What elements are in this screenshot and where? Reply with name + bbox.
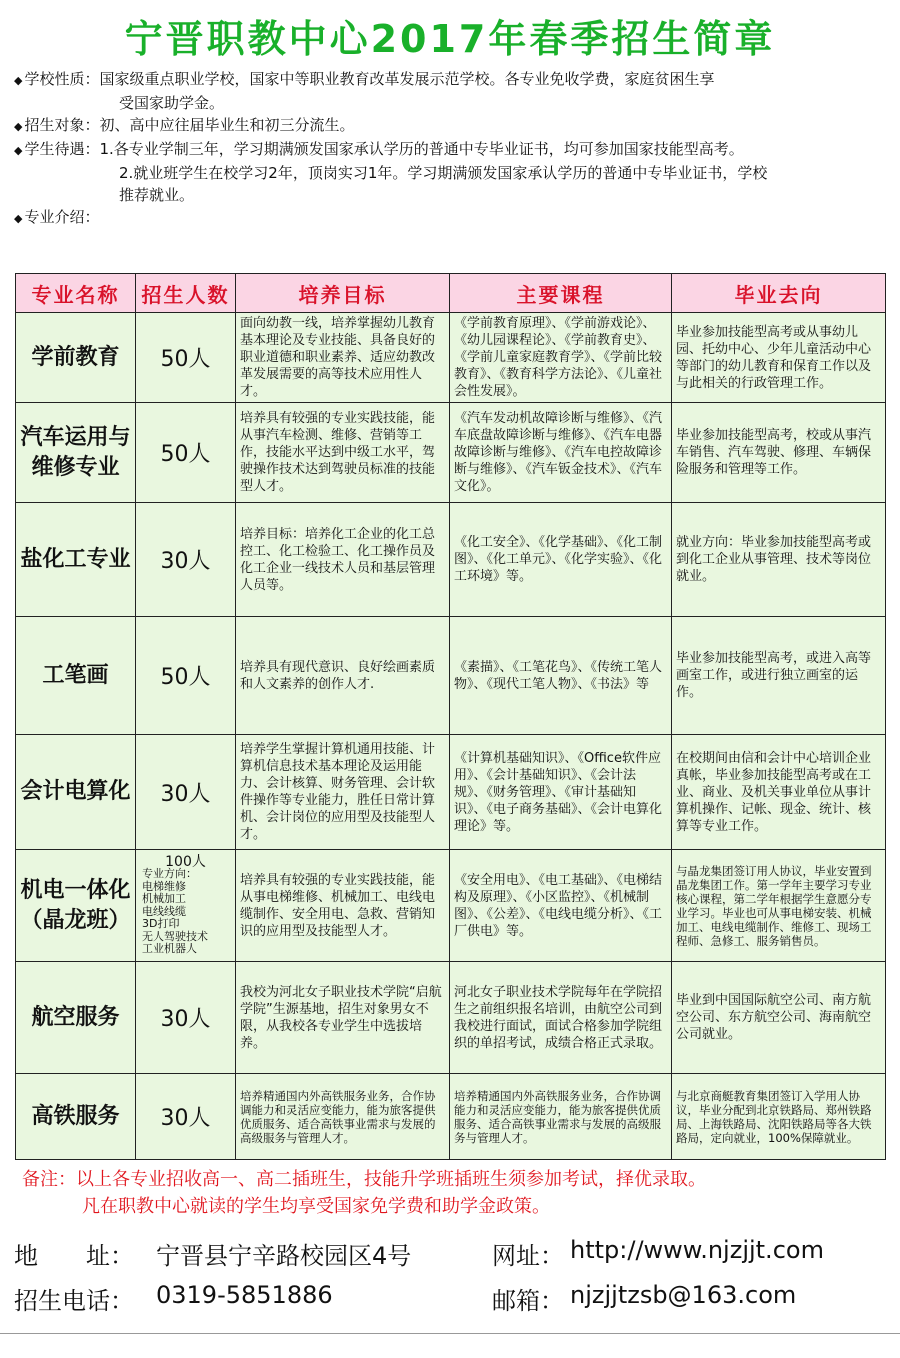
major-count-cell <box>136 850 236 962</box>
major-outcome: 毕业到中国国际航空公司、南方航空公司、东方航空公司、海南航空公司就业。 <box>672 962 886 1074</box>
major-count: 50人 <box>136 403 236 503</box>
intro-section <box>14 68 894 230</box>
nature-label: 学校性质： <box>24 70 100 88</box>
header-courses: 主要课程 <box>450 274 672 313</box>
major-count: 30人 <box>136 503 236 617</box>
treat-label: 学生待遇： <box>24 140 100 158</box>
nature-text-cont: 受国家助学金。 <box>119 94 225 112</box>
nature-text: 国家级重点职业学校，国家中等职业教育改革发展示范学校。各专业免收学费，家庭贫困生享 <box>99 70 715 88</box>
major-goal: 培养具有较强的专业实践技能，能从事汽车检测、维修、营销等工作，技能水平达到中级工水平，驾驶操作技术达到驾驶员标准的技能型人才。 <box>236 403 450 503</box>
intro-target <box>14 114 894 138</box>
major-name: 航空服务 <box>16 962 136 1074</box>
phone-label: 招生电话： <box>14 1287 134 1315</box>
major-name: 汽车运用与维修专业 <box>16 403 136 503</box>
target-label: 招生对象： <box>24 116 100 134</box>
major-courses: 培养精通国内外高铁服务业务，合作协调能力和灵活应变能力，能为旅客提供优质服务、适合高铁事业需求与发展的高级服务与管理人才。 <box>450 1074 672 1160</box>
major-courses: 《化工安全》、《化学基础》、《化工制图》、《化工单元》、《化学实验》、《化工环境》等。 <box>450 503 672 617</box>
direction-item: 3D打印 <box>142 917 180 930</box>
major-count: 30人 <box>136 735 236 850</box>
web-label: 网址： <box>492 1242 564 1270</box>
table-row <box>16 850 886 962</box>
major-name: 学前教育 <box>16 313 136 403</box>
major-count: 30人 <box>136 1074 236 1160</box>
major-courses: 《汽车发动机故障诊断与维修》、《汽车底盘故障诊断与维修》、《汽车电器故障诊断与维修》、《汽车电控故障诊断与维修》、《汽车钣金技术》、《汽车文化》。 <box>450 403 672 503</box>
major-goal: 我校为河北女子职业技术学院“启航学院”生源基地，招生对象男女不限，从我校各专业学生中选拔培养。 <box>236 962 450 1074</box>
major-name: 盐化工专业 <box>16 503 136 617</box>
intro-major <box>14 206 894 230</box>
directions-label: 专业方向： <box>142 867 197 880</box>
major-goal: 培养目标：培养化工企业的化工总控工、化工检验工、化工操作员及化工企业一线技术人员和基层管理人员等。 <box>236 503 450 617</box>
diamond-bullet-icon: ◆ <box>14 120 23 133</box>
major-outcome: 在校期间由信和会计中心培训企业真帐，毕业参加技能型高考或在工业、商业、及机关事业单位从事计算机操作、记帐、现金、统计、核算等专业工作。 <box>672 735 886 850</box>
major-outcome: 与北京商艇教育集团签订入学用人协议，毕业分配到北京铁路局、郑州铁路局、上海铁路局、沈阳铁路局等各大铁路局，定向就业，100%保障就业。 <box>672 1074 886 1160</box>
major-count: 100人 <box>165 853 206 870</box>
table-header-row <box>16 274 886 313</box>
major-count: 50人 <box>136 617 236 735</box>
major-courses: 《素描》、《工笔花鸟》、《传统工笔人物》、《现代工笔人物》、《书法》等 <box>450 617 672 735</box>
diamond-bullet-icon: ◆ <box>14 74 23 87</box>
header-count: 招生人数 <box>136 274 236 313</box>
major-label: 专业介绍： <box>24 208 100 226</box>
major-courses: 《计算机基础知识》、《Office软件应用》、《会计基础知识》、《会计法规》、《财务管理》、《审计基础知识》、《电子商务基础》、《会计电算化理论》等。 <box>450 735 672 850</box>
remark-line-1: 备注：以上各专业招收高一、高二插班生，技能升学班插班生须参加考试，择优录取。 <box>22 1169 706 1190</box>
email-link[interactable]: njzjjtzsb@163.com <box>570 1281 797 1309</box>
major-goal: 培养具有较强的专业实践技能，能从事电梯维修、机械加工、电线电缆制作、安全用电、急救、营销知识的应用型及技能型人才。 <box>236 850 450 962</box>
treat-text-2: 2.就业班学生在校学习2年，顶岗实习1年。学习期满颁发国家承认学历的普通中专毕业证书，学校 <box>119 164 768 182</box>
major-outcome: 毕业参加技能型高考，或进入高等画室工作，或进行独立画室的运作。 <box>672 617 886 735</box>
major-outcome: 就业方向：毕业参加技能型高考或到化工企业从事管理、技术等岗位就业。 <box>672 503 886 617</box>
remark-section <box>22 1166 706 1220</box>
address-value: 宁晋县宁辛路校园区4号 <box>156 1242 412 1270</box>
treat-text-3: 推荐就业。 <box>119 186 195 204</box>
major-name: 工笔画 <box>16 617 136 735</box>
major-goal: 培养学生掌握计算机通用技能、计算机信息技术基本理论及运用能力、会计核算、财务管理、会计软件操作等专业能力，胜任日常计算机、会计岗位的应用型及技能型人才。 <box>236 735 450 850</box>
major-goal: 培养具有现代意识、良好绘画素质和人文素养的创作人才. <box>236 617 450 735</box>
intro-nature <box>14 68 894 92</box>
direction-item: 电梯维修 <box>142 879 186 893</box>
bottom-divider <box>0 1333 900 1334</box>
table-row <box>16 1074 886 1160</box>
major-courses: 河北女子职业技术学院每年在学院招生之前组织报名培训，由航空公司到我校进行面试，面试合格参加学院组织的单招考试，成绩合格正式录取。 <box>450 962 672 1074</box>
major-name: 机电一体化（晶龙班） <box>16 850 136 962</box>
target-text: 初、高中应往届毕业生和初三分流生。 <box>99 116 355 134</box>
header-major-name: 专业名称 <box>16 274 136 313</box>
header-outcome: 毕业去向 <box>672 274 886 313</box>
phone-value: 0319-5851886 <box>156 1281 333 1309</box>
major-count: 30人 <box>136 962 236 1074</box>
address-label: 地 址： <box>14 1242 134 1270</box>
major-outcome: 毕业参加技能型高考或从事幼儿园、托幼中心、少年儿童活动中心等部门的幼儿教育和保育工作以及与此相关的行政管理工作。 <box>672 313 886 403</box>
direction-item: 机械加工 <box>142 892 186 905</box>
major-outcome: 与晶龙集团签订用人协议，毕业安置到晶龙集团工作。第一学年主要学习专业核心课程，第二学年根据学生意愿分专业学习。毕业也可从事电梯安装、机械加工、电线电缆制作、维修工、现场工程师、急修工、服务销售员。 <box>672 850 886 962</box>
major-name: 高铁服务 <box>16 1074 136 1160</box>
major-goal: 面向幼教一线，培养掌握幼儿教育基本理论及专业技能、具备良好的职业道德和职业素养、适应幼教改革发展需要的高等技术应用性人才。 <box>236 313 450 403</box>
email-label: 邮箱： <box>492 1287 564 1315</box>
table-row <box>16 313 886 403</box>
direction-item: 电线线缆 <box>142 904 186 918</box>
table-row <box>16 403 886 503</box>
table-row <box>16 503 886 617</box>
major-outcome: 毕业参加技能型高考，校或从事汽车销售、汽车驾驶、修理、车辆保险服务和管理等工作。 <box>672 403 886 503</box>
diamond-bullet-icon: ◆ <box>14 212 23 225</box>
table-row <box>16 735 886 850</box>
header-goal: 培养目标 <box>236 274 450 313</box>
intro-treat <box>14 138 894 162</box>
page-title: 宁晋职教中心2017年春季招生简章 <box>124 17 776 61</box>
major-courses: 《安全用电》、《电工基础》、《电梯结构及原理》、《小区监控》、《机械制图》、《公差》、《电线电缆分析》、《工厂供电》等。 <box>450 850 672 962</box>
directions-block <box>136 853 235 956</box>
direction-item: 无人驾驶技术 <box>142 929 208 943</box>
direction-item: 工业机器人 <box>142 942 197 955</box>
diamond-bullet-icon: ◆ <box>14 144 23 157</box>
major-courses: 《学前教育原理》、《学前游戏论》、《幼儿园课程论》、《学前教育史》、《学前儿童家庭教育学》、《学前比较教育》、《教育科学方法论》、《儿童社会性发展》。 <box>450 313 672 403</box>
table-row <box>16 962 886 1074</box>
majors-table <box>15 273 886 1160</box>
major-goal: 培养精通国内外高铁服务业务，合作协调能力和灵活应变能力，能为旅客提供优质服务、适合高铁事业需求与发展的高级服务与管理人才。 <box>236 1074 450 1160</box>
remark-line-2: 凡在职教中心就读的学生均享受国家免学费和助学金政策。 <box>82 1196 550 1217</box>
web-link[interactable]: http://www.njzjjt.com <box>570 1236 824 1264</box>
treat-text-1: 1.各专业学制三年，学习期满颁发国家承认学历的普通中专毕业证书，均可参加国家技能型高考。 <box>99 140 744 158</box>
table-row <box>16 617 886 735</box>
major-count: 50人 <box>136 313 236 403</box>
major-name: 会计电算化 <box>16 735 136 850</box>
